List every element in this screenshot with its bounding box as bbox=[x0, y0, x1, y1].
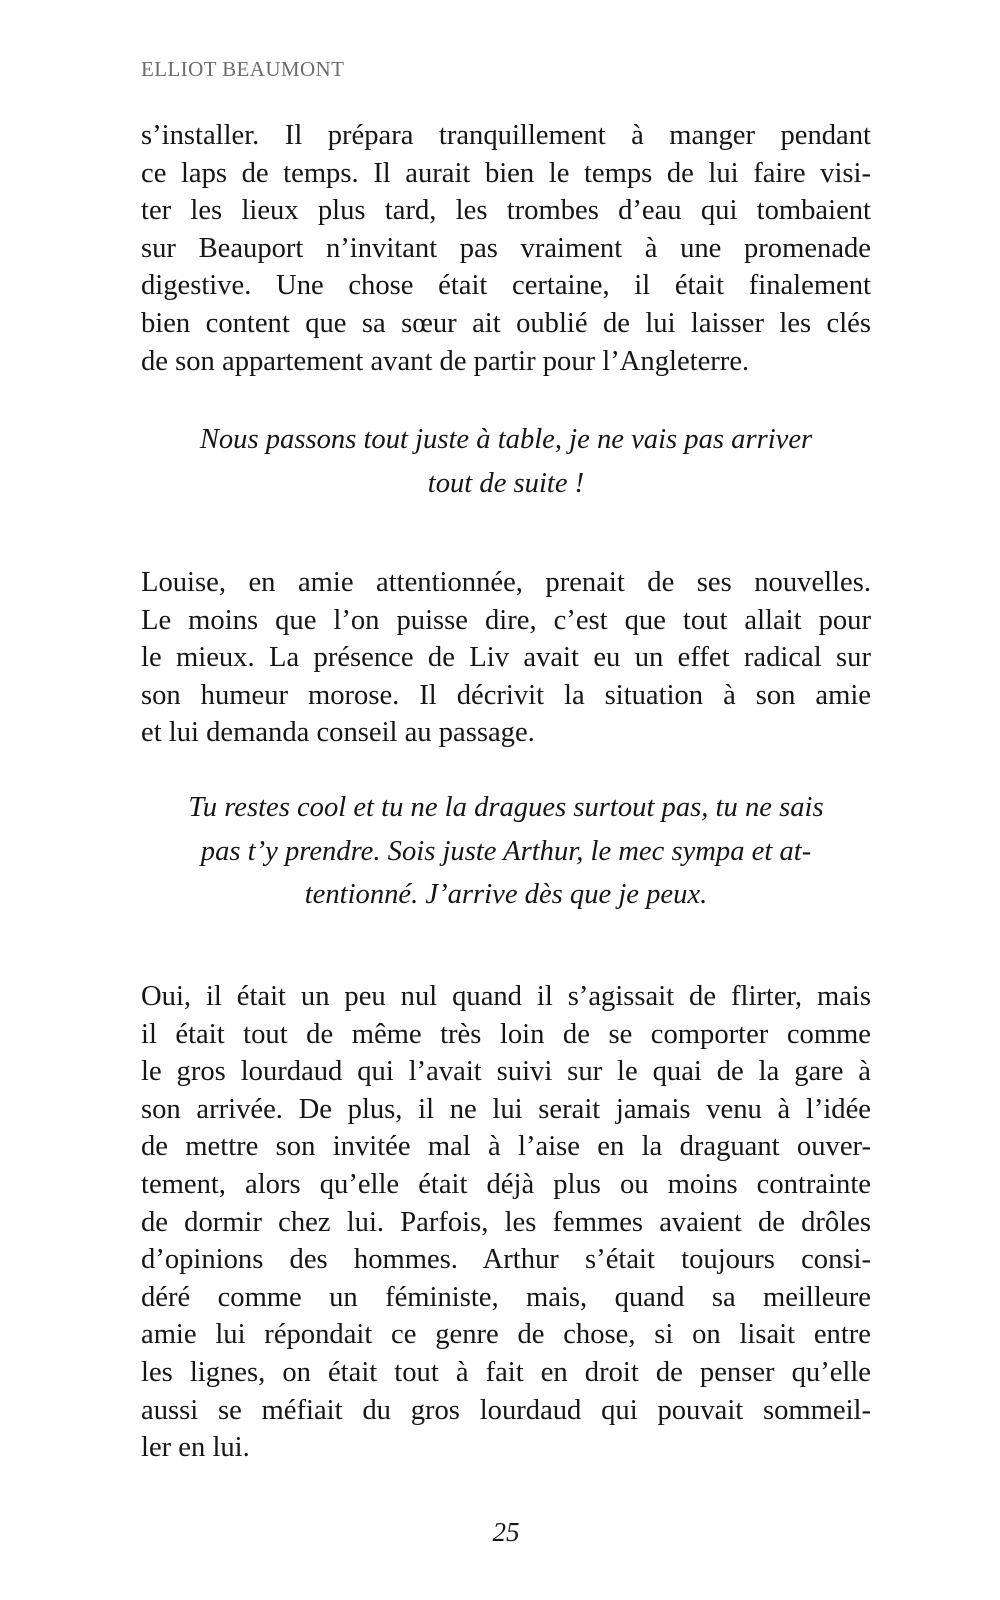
body-paragraph-3 bbox=[141, 978, 871, 1467]
text-line: de mettre son invitée mal à l’aise en la draguant ouver- bbox=[141, 1131, 871, 1163]
text-line: Louise, en amie attentionnée, prenait de ses nouvelles. bbox=[141, 567, 871, 598]
message-line: Nous passons tout juste à table, je ne vais pas arriver bbox=[199, 424, 813, 455]
text-line: son arrivée. De plus, il ne lui serait jamais venu à l’idée bbox=[141, 1093, 871, 1125]
body-paragraph-1 bbox=[141, 117, 871, 380]
page-number: 25 bbox=[492, 1517, 520, 1547]
message-line: Tu restes cool et tu ne la dragues surtout pas, tu ne sais bbox=[188, 792, 824, 823]
text-line: les lignes, on était tout à fait en droit de penser qu’elle bbox=[141, 1356, 871, 1388]
text-line: de son appartement avant de partir pour l’Angleterre. bbox=[141, 345, 750, 377]
text-line: Le moins que l’on puisse dire, c’est que tout allait pour bbox=[141, 604, 871, 636]
text-line: ler en lui. bbox=[141, 1432, 250, 1464]
text-message-1 bbox=[141, 418, 871, 505]
text-line: de dormir chez lui. Parfois, les femmes avaient de drôles bbox=[141, 1206, 871, 1238]
text-line: ter les lieux plus tard, les trombes d’eau qui tombaient bbox=[141, 195, 871, 227]
text-line: aussi se méfiait du gros lourdaud qui pouvait sommeil- bbox=[141, 1394, 871, 1426]
text-line: et lui demanda conseil au passage. bbox=[141, 717, 535, 749]
text-line: sur Beauport n’invitant pas vraiment à une promenade bbox=[141, 232, 871, 264]
text-line: digestive. Une chose était certaine, il était finalement bbox=[141, 270, 871, 302]
text-message-2 bbox=[141, 786, 871, 917]
message-line: tentionné. J’arrive dès que je peux. bbox=[304, 879, 708, 910]
running-head-author: ELLIOT BEAUMONT bbox=[141, 57, 345, 81]
text-line: bien content que sa sœur ait oublié de lui laisser les clés bbox=[141, 307, 871, 339]
text-line: déré comme un féministe, mais, quand sa meilleure bbox=[141, 1281, 871, 1313]
text-line: d’opinions des hommes. Arthur s’était toujours consi- bbox=[141, 1244, 871, 1276]
message-line: tout de suite ! bbox=[427, 467, 585, 499]
text-line: le gros lourdaud qui l’avait suivi sur le quai de la gare à bbox=[141, 1056, 871, 1088]
text-line: ce laps de temps. Il aurait bien le temps de lui faire visi- bbox=[141, 157, 871, 189]
body-paragraph-2 bbox=[141, 564, 871, 752]
text-line: tement, alors qu’elle était déjà plus ou moins contrainte bbox=[141, 1168, 871, 1200]
text-line: le mieux. La présence de Liv avait eu un effet radical sur bbox=[141, 642, 871, 674]
text-line: son humeur morose. Il décrivit la situation à son amie bbox=[141, 679, 871, 711]
message-line: pas t’y prendre. Sois juste Arthur, le mec sympa et at- bbox=[200, 835, 812, 867]
text-line: Oui, il était un peu nul quand il s’agissait de flirter, mais bbox=[141, 981, 871, 1012]
text-line: amie lui répondait ce genre de chose, si on lisait entre bbox=[141, 1319, 871, 1351]
text-line: s’installer. Il prépara tranquillement à manger pendant bbox=[141, 120, 871, 151]
text-line: il était tout de même très loin de se comporter comme bbox=[141, 1018, 871, 1050]
